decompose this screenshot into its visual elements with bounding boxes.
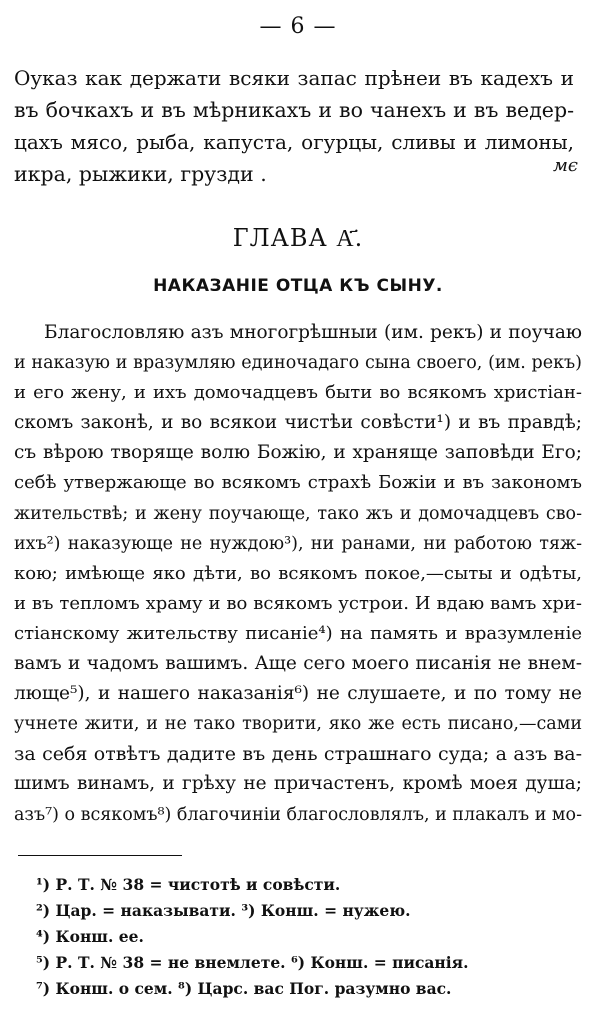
footnote: ¹) Р. Т. № 38 = чистотѣ и совѣсти. (36, 875, 341, 894)
page-number: — 6 — (259, 14, 337, 39)
body-line: ихъ²) наказующе не нуждою³), ни ранами, ни работою тяж- (14, 533, 582, 554)
footnote-divider (18, 855, 182, 856)
body-line: скомъ законѣ, и во всякои чистѣи совѣсти¹) и въ правдѣ; (14, 412, 582, 434)
body-line: учнете жити, и не тако творити, яко же есть писано,—сами (14, 714, 582, 735)
body-line: съ вѣрою творяще волю Божію, и хранящe заповѣди Его; (14, 442, 582, 464)
footnote: ²) Цар. = наказывати. ³) Конш. = нужею. (36, 901, 411, 920)
body-line: Благословляю азъ многогрѣшныи (им. рекъ) и поучаю (44, 322, 582, 343)
body-line: кою; имѣюще яко дѣти, во всякомъ покое,—сыты и одѣты, (14, 562, 582, 584)
footnote: ⁴) Конш. ее. (36, 927, 144, 946)
body-line: вамъ и чадомъ вашимъ. Аще сего моего писанія не внем- (14, 653, 582, 675)
body-line: и въ тепломъ храму и во всякомъ устрои. И вдаю вамъ хри- (14, 592, 582, 614)
footnote: ⁵) Р. Т. № 38 = не внемлете. ⁶) Конш. = писанія. (36, 953, 469, 972)
footnote: ⁷) Конш. о сем. ⁸) Царс. вас Пог. разумно вас. (36, 979, 452, 998)
body-line: и его жену, и ихъ домочадцевъ быти во всякомъ христіан- (14, 382, 582, 404)
body-line: себѣ утвержающе во всякомъ страхѣ Божіи и въ закономъ (14, 472, 582, 494)
body-line: за себя отвѣтъ дадите въ день страшнаго суда; а азъ ва- (14, 743, 582, 766)
body-line: азъ⁷) о всякомъ⁸) благочиніи благословлялъ, и плакалъ и мо- (14, 804, 582, 825)
chapter-subtitle: НАКАЗАНІЕ ОТЦА КЪ СЫНУ. (153, 276, 443, 296)
body-line: люще⁵), и нашего наказанія⁶) не слушаете, и по тому не (14, 683, 582, 705)
body-line: и наказую и вразумляю единочадаго сына своего, (им. рекъ) (14, 353, 582, 374)
body-paragraph (14, 318, 582, 830)
margin-note: мє (553, 155, 579, 176)
intro-line: въ бочкахъ и въ мѣрникахъ и во чанехъ и въ ведер- (14, 98, 574, 122)
footnotes (36, 872, 576, 1002)
body-line: стіанскому жительству писаніе⁴) на память и вразумленіе (14, 622, 582, 644)
intro-line: икра, рыжики, грузди . (14, 162, 267, 186)
intro-line: цахъ мясо, рыба, капуста, огурцы, сливы и лимоны, (14, 130, 574, 154)
intro-paragraph (14, 62, 574, 190)
body-line: шимъ винамъ, и грѣху не причастенъ, кромѣ моея душа; (14, 773, 582, 795)
body-line: жительствѣ; и жену поучающе, тако жъ и домочадцевъ сво- (14, 503, 582, 524)
intro-line: Оуказ как держати всяки запас прѣнеи въ кадехъ и (14, 66, 574, 90)
chapter-title: ГЛАВА А҃. (232, 224, 364, 252)
